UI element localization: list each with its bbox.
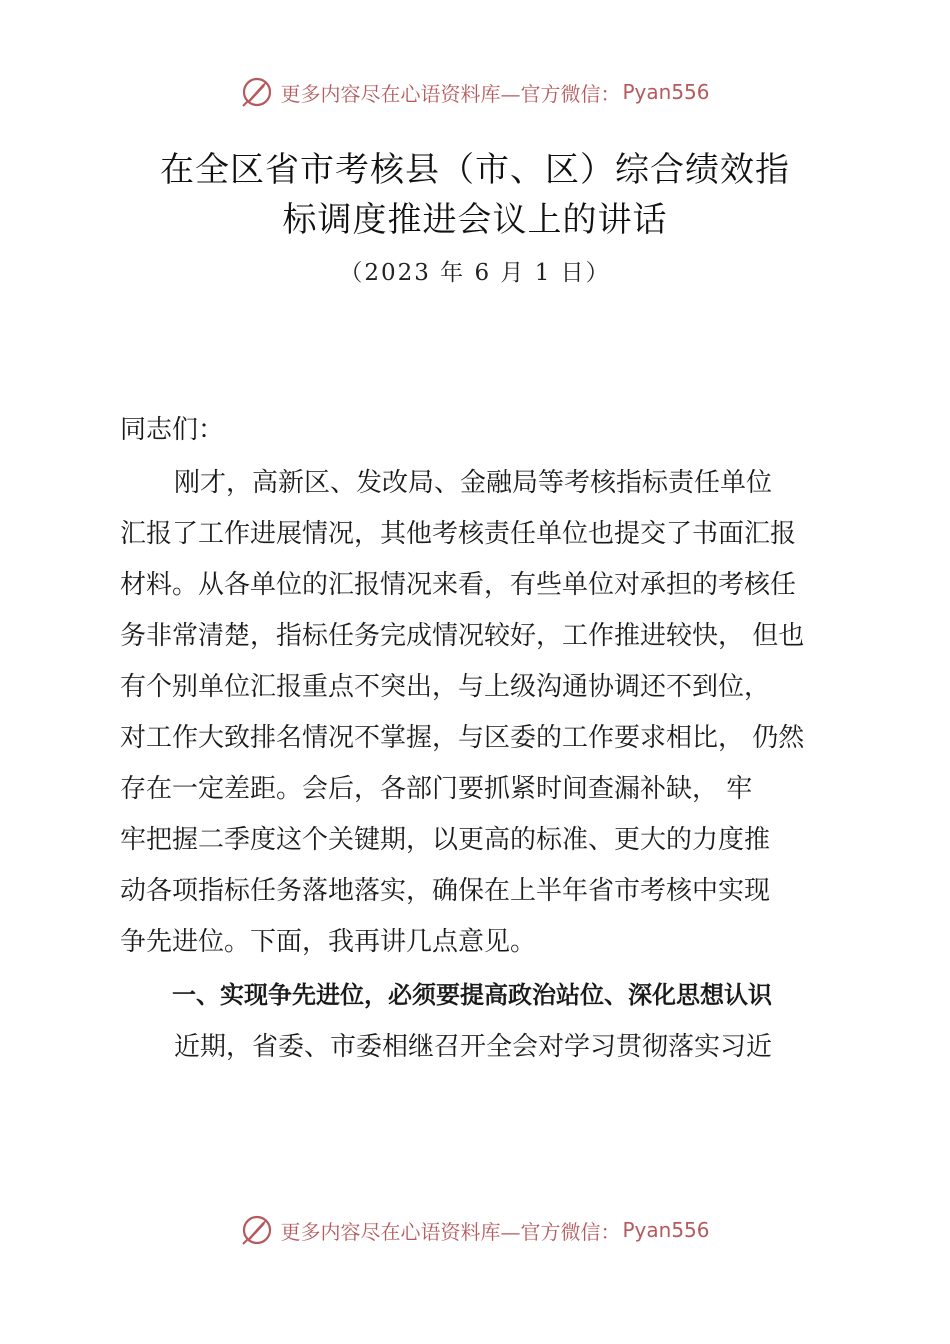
quill-logo-icon: [240, 1213, 274, 1247]
paragraph-line: 刚才，高新区、发改局、金融局等考核指标责任单位: [174, 468, 773, 498]
salutation: 同志们：: [120, 415, 225, 445]
document-date: （2023 年 6 月 1 日）: [339, 260, 611, 286]
paragraph-line: 汇报了工作进展情况，其他考核责任单位也提交了书面汇报: [120, 519, 797, 549]
quill-logo-icon: [240, 75, 274, 109]
paragraph-1: [120, 458, 850, 968]
paragraph-line: 对工作大致排名情况不掌握，与区委的工作要求相比， 仍然: [120, 723, 805, 753]
document-title-line1: 在全区省市考核县（市、区）综合绩效指: [160, 150, 790, 190]
watermark-wechat-id: Pyan556: [622, 1218, 710, 1242]
watermark-footer: [0, 1210, 950, 1250]
section-heading-1: 一、实现争先进位，必须要提高政治站位、深化思想认识: [172, 981, 772, 1009]
paragraph-line: 近期，省委、市委相继召开全会对学习贯彻落实习近: [174, 1032, 773, 1062]
paragraph-line: 有个别单位汇报重点不突出，与上级沟通协调还不到位，: [120, 672, 771, 702]
paragraph-2: [120, 1022, 850, 1073]
watermark-header: [0, 72, 950, 112]
paragraph-line: 材料。从各单位的汇报情况来看，有些单位对承担的考核任: [120, 570, 797, 600]
watermark-text: 更多内容尽在心语资料库—官方微信：: [280, 81, 621, 106]
watermark-wechat-id: Pyan556: [622, 80, 710, 104]
paragraph-line: 存在一定差距。会后，各部门要抓紧时间查漏补缺， 牢: [120, 774, 753, 804]
paragraph-line: 牢把握二季度这个关键期，以更高的标准、更大的力度推: [120, 825, 771, 855]
paragraph-line: 争先进位。下面，我再讲几点意见。: [120, 927, 537, 957]
paragraph-line: 务非常清楚，指标任务完成情况较好，工作推进较快， 但也: [120, 621, 805, 651]
document-title-line2: 标调度推进会议上的讲话: [282, 200, 668, 240]
watermark-text: 更多内容尽在心语资料库—官方微信：: [280, 1219, 621, 1244]
paragraph-line: 动各项指标任务落地落实，确保在上半年省市考核中实现: [120, 876, 771, 906]
